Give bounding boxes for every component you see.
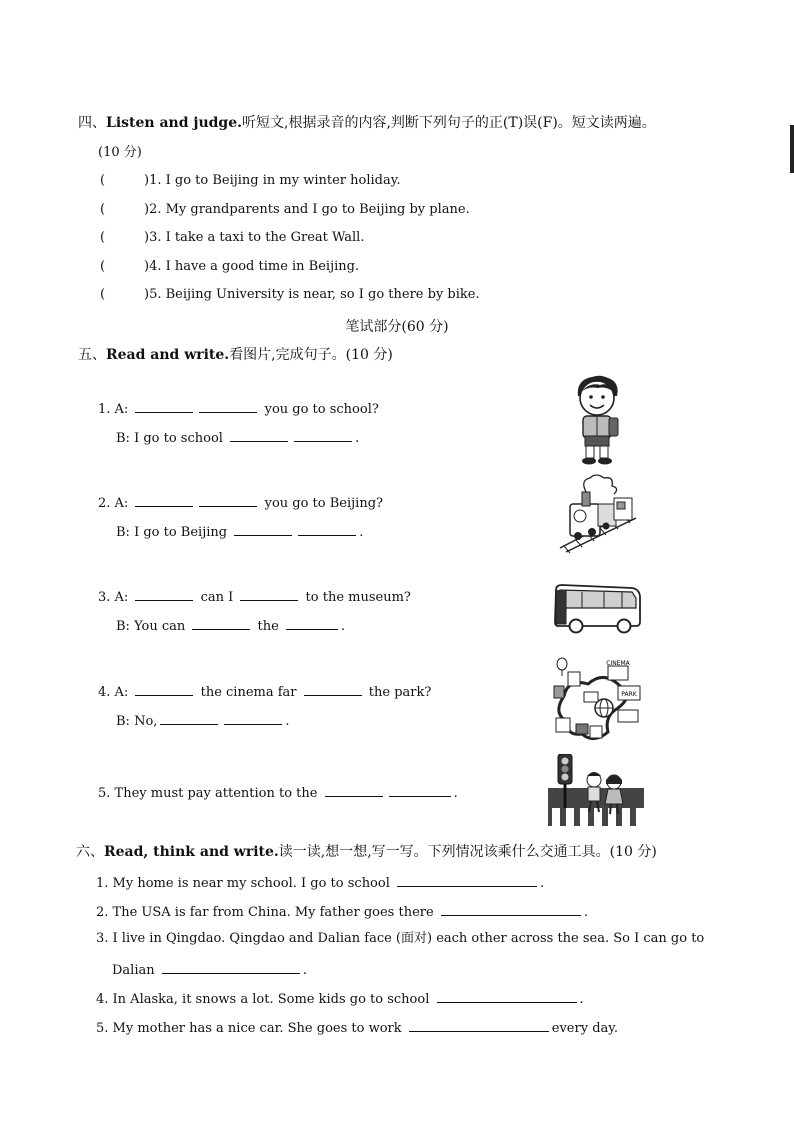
item-text: 2. The USA is far from China. My father goes there <box>96 905 434 920</box>
q2-b-end: . <box>359 525 364 540</box>
q3-a-mid: can I <box>200 590 234 605</box>
q2-b-label: B: I go to Beijing <box>116 525 228 540</box>
answer-blank[interactable] <box>298 521 356 536</box>
section4-item-1 <box>100 172 400 190</box>
section4-item-5 <box>100 286 480 304</box>
park-label: PARK <box>621 691 637 698</box>
section6-item-3 <box>96 930 704 948</box>
answer-blank[interactable] <box>199 398 257 413</box>
train-picture <box>556 474 638 554</box>
q3-b-mid: the <box>257 619 279 634</box>
item-text: )4. I have a good time in Beijing. <box>144 259 360 274</box>
item-text: )3. I take a taxi to the Great Wall. <box>144 230 365 245</box>
q4-a-label: 4. A: <box>98 685 129 700</box>
section5-heading <box>78 346 393 364</box>
section5-number: 五、 <box>78 347 106 363</box>
answer-blank[interactable] <box>162 959 300 974</box>
q2-a-label: 2. A: <box>98 496 129 511</box>
item-end: . <box>583 905 588 920</box>
q3-line-a <box>98 586 411 607</box>
q3-b-label: B: You can <box>116 619 186 634</box>
answer-blank[interactable] <box>397 872 537 887</box>
item-end: . <box>579 992 584 1007</box>
answer-paren[interactable]: ( <box>100 202 106 217</box>
section6-item-4 <box>96 988 584 1009</box>
q4-line-b <box>116 710 290 731</box>
section6-heading <box>76 843 657 861</box>
answer-paren[interactable]: ( <box>100 287 106 302</box>
item-end: . <box>302 963 307 978</box>
section4-item-4 <box>100 258 359 276</box>
q2-line-a <box>98 492 383 513</box>
q5-end: . <box>453 786 458 801</box>
section6-chinese-instruction: 读一读,想一想,写一写。下列情况该乘什么交通工具。(10 分) <box>278 844 657 860</box>
q3-b-end: . <box>340 619 346 634</box>
section4-english-title: Listen and judge. <box>106 115 242 131</box>
written-part-title: 笔试部分(60 分) <box>345 319 449 335</box>
q4-a-end: the park? <box>368 685 432 700</box>
q1-b-end: . <box>355 431 360 446</box>
q5-label: 5. They must pay attention to the <box>98 786 318 801</box>
answer-blank[interactable] <box>389 782 451 797</box>
item-text: 3. I live in Qingdao. Qingdao and Dalian face (面对) each other across the sea. So I can go to <box>96 931 705 946</box>
q4-b-label: B: No, <box>116 714 158 729</box>
q4-line-a <box>98 681 431 702</box>
q1-line-a <box>98 398 379 419</box>
answer-blank[interactable] <box>234 521 292 536</box>
answer-blank[interactable] <box>224 710 282 725</box>
answer-blank[interactable] <box>286 615 338 630</box>
section6-item-2 <box>96 901 588 922</box>
q2-line-b <box>116 521 363 542</box>
answer-blank[interactable] <box>160 710 218 725</box>
q4-b-end: . <box>285 714 290 729</box>
section4-points: (10 分) <box>98 145 142 160</box>
answer-blank[interactable] <box>441 901 581 916</box>
answer-blank[interactable] <box>240 586 298 601</box>
item-text: )1. I go to Beijing in my winter holiday. <box>144 173 401 188</box>
answer-blank[interactable] <box>135 681 193 696</box>
answer-blank[interactable] <box>325 782 383 797</box>
answer-paren[interactable]: ( <box>100 173 106 188</box>
q1-line-b <box>116 427 359 448</box>
answer-blank[interactable] <box>135 492 193 507</box>
answer-blank[interactable] <box>437 988 577 1003</box>
boy-walking-picture <box>570 374 624 466</box>
section5-english-title: Read and write. <box>106 347 230 363</box>
item-text: Dalian <box>112 963 155 978</box>
section6-item-1 <box>96 872 544 893</box>
section6-item-3-cont <box>112 959 307 980</box>
item-end: . <box>540 876 545 891</box>
q3-line-b <box>116 615 345 636</box>
answer-blank[interactable] <box>135 398 193 413</box>
q1-a-label: 1. A: <box>98 402 129 417</box>
item-text: 5. My mother has a nice car. She goes to work <box>96 1021 402 1036</box>
section4-number: 四、 <box>78 115 106 131</box>
answer-paren[interactable]: ( <box>100 259 106 274</box>
answer-blank[interactable] <box>294 427 352 442</box>
answer-blank[interactable] <box>230 427 288 442</box>
bus-picture <box>552 582 642 634</box>
section4-chinese-instruction: 听短文,根据录音的内容,判断下列句子的正(T)误(F)。短文读两遍。 <box>242 115 656 131</box>
scan-edge-mark <box>790 125 794 173</box>
q5-line <box>98 782 458 803</box>
item-text: )5. Beijing University is near, so I go there by bike. <box>144 287 480 302</box>
item-text: )2. My grandparents and I go to Beijing by plane. <box>144 202 470 217</box>
section6-number: 六、 <box>76 844 104 860</box>
traffic-light-crossing-picture <box>548 754 644 826</box>
answer-blank[interactable] <box>192 615 250 630</box>
cinema-label: CINEMA <box>606 660 630 667</box>
q2-a-end: you go to Beijing? <box>264 496 383 511</box>
answer-blank[interactable] <box>409 1017 549 1032</box>
q1-a-end: you go to school? <box>264 402 379 417</box>
section4-item-3 <box>100 229 364 247</box>
answer-blank[interactable] <box>135 586 193 601</box>
q3-a-label: 3. A: <box>98 590 129 605</box>
item-text: 4. In Alaska, it snows a lot. Some kids go to school <box>96 992 430 1007</box>
section5-chinese-instruction: 看图片,完成句子。(10 分) <box>229 347 393 363</box>
city-map-picture <box>548 656 646 748</box>
q3-a-end: to the museum? <box>305 590 411 605</box>
section4-heading <box>78 114 656 132</box>
q4-a-mid: the cinema far <box>200 685 297 700</box>
section6-english-title: Read, think and write. <box>104 844 279 860</box>
q1-b-label: B: I go to school <box>116 431 223 446</box>
section4-item-2 <box>100 201 470 219</box>
answer-paren[interactable]: ( <box>100 230 106 245</box>
section6-item-5 <box>96 1017 618 1038</box>
answer-blank[interactable] <box>199 492 257 507</box>
answer-blank[interactable] <box>304 681 362 696</box>
item-end: every day. <box>551 1021 619 1036</box>
item-text: 1. My home is near my school. I go to school <box>96 876 390 891</box>
